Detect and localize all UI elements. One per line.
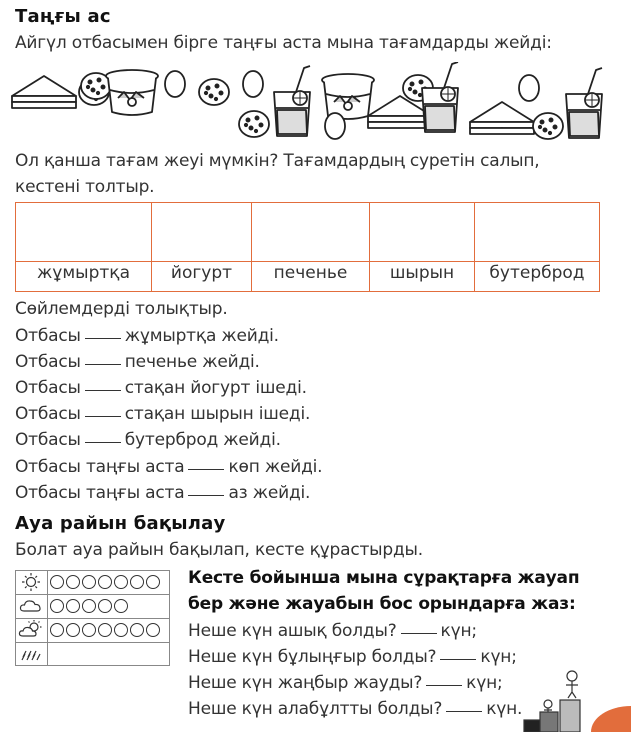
food-count-table: [15, 202, 600, 292]
weather-question-4: [188, 699, 522, 719]
tally-circle: [146, 575, 160, 589]
tally-circles: [50, 574, 162, 592]
answer-blank[interactable]: [440, 659, 476, 660]
answer-blank[interactable]: [85, 390, 121, 391]
sentence-4: [15, 404, 310, 424]
mascot-illustration: [520, 668, 592, 732]
tally-circles: [50, 622, 162, 640]
sentence-end: стақан йогурт ішеді.: [124, 378, 307, 398]
sentence-end: жұмыртқа жейді.: [124, 326, 279, 346]
table-column-juice[interactable]: [370, 203, 475, 291]
table-column-egg[interactable]: [16, 203, 152, 291]
question-text: Неше күн жаңбыр жауды?: [188, 673, 423, 693]
tally-circle: [82, 623, 96, 637]
sentence-start: Отбасы: [15, 352, 81, 372]
question-unit: күн;: [466, 673, 503, 693]
sentence-start: Отбасы: [15, 326, 81, 346]
question-line-2: кестені толтыр.: [15, 177, 155, 197]
section-title-weather: Ауа райын бақылау: [15, 513, 226, 534]
question-unit: күн;: [480, 647, 517, 667]
sentence-start: Отбасы таңғы аста: [15, 483, 185, 503]
answer-blank[interactable]: [85, 364, 121, 365]
tally-circle: [130, 575, 144, 589]
weather-question-3: [188, 673, 503, 693]
tally-circle: [98, 575, 112, 589]
tally-circle: [82, 575, 96, 589]
answer-blank[interactable]: [446, 711, 482, 712]
weather-question-2: [188, 647, 517, 667]
tally-circle: [114, 575, 128, 589]
weather-question-1: [188, 621, 477, 641]
tally-circle: [50, 623, 64, 637]
answer-blank[interactable]: [426, 685, 462, 686]
table-label: бутерброд: [489, 263, 585, 283]
sentence-3: [15, 378, 307, 398]
sentence-end: бутерброд жейді.: [124, 430, 281, 450]
sentence-1: [15, 326, 279, 346]
answer-blank[interactable]: [85, 338, 121, 339]
sentence-6: [15, 457, 322, 477]
sun-icon: [16, 571, 48, 594]
breakfast-intro: Айгүл отбасымен бірге таңғы аста мына тағамдарды жейді:: [15, 33, 552, 53]
tally-circle: [98, 623, 112, 637]
sentence-end: печенье жейді.: [124, 352, 260, 372]
table-label: йогурт: [170, 263, 233, 283]
tally-circle: [82, 599, 96, 613]
table-label: жұмыртқа: [36, 263, 130, 283]
question-text: Неше күн алабұлтты болды?: [188, 699, 443, 719]
tally-circle: [130, 623, 144, 637]
sentence-end: аз жейді.: [228, 483, 311, 503]
weather-intro: Болат ауа райын бақылап, кесте құрастырды.: [15, 540, 423, 560]
page-corner-accent: [591, 706, 631, 732]
sentence-7: [15, 483, 310, 503]
section-title-breakfast: Таңғы ас: [15, 6, 111, 27]
sentence-end: стақан шырын ішеді.: [124, 404, 311, 424]
question-text: Неше күн ашық болды?: [188, 621, 397, 641]
table-column-yogurt[interactable]: [152, 203, 252, 291]
tally-circle: [50, 575, 64, 589]
table-label: шырын: [389, 263, 455, 283]
tally-circle: [98, 599, 112, 613]
answer-blank[interactable]: [85, 442, 121, 443]
food-illustrations: [8, 62, 618, 142]
rain-icon: [16, 643, 48, 666]
weather-row-partly-cloudy: [16, 619, 169, 643]
answer-blank[interactable]: [85, 416, 121, 417]
sentence-start: Отбасы: [15, 404, 81, 424]
table-column-sandwich[interactable]: [475, 203, 599, 291]
question-text: Неше күн бұлыңғыр болды?: [188, 647, 437, 667]
table-label: печенье: [273, 263, 348, 283]
answer-blank[interactable]: [188, 469, 224, 470]
tally-circle: [146, 623, 160, 637]
tally-circle: [66, 599, 80, 613]
sentence-2: [15, 352, 260, 372]
question-line-1: Ол қанша тағам жеуі мүмкін? Тағамдардың суретін салып,: [15, 151, 540, 171]
weather-table: [15, 570, 170, 666]
complete-sentences-title: Сөйлемдерді толықтыр.: [15, 299, 228, 319]
answer-blank[interactable]: [401, 633, 437, 634]
weather-row-sunny: [16, 571, 169, 595]
tally-circle: [114, 623, 128, 637]
instruction-line-1: Кесте бойынша мына сұрақтарға жауап: [188, 568, 580, 588]
sentence-start: Отбасы: [15, 378, 81, 398]
question-unit: күн;: [440, 621, 477, 641]
cloud-icon: [16, 595, 48, 618]
tally-circle: [114, 599, 128, 613]
sentence-start: Отбасы: [15, 430, 81, 450]
weather-row-cloudy: [16, 595, 169, 619]
sun-cloud-icon: [16, 619, 48, 642]
sentence-start: Отбасы таңғы аста: [15, 457, 185, 477]
tally-circle: [66, 575, 80, 589]
sentence-end: көп жейді.: [228, 457, 323, 477]
tally-circles: [50, 598, 130, 616]
sentence-5: [15, 430, 281, 450]
tally-circle: [50, 599, 64, 613]
table-column-cookie[interactable]: [252, 203, 370, 291]
question-unit: күн.: [486, 699, 523, 719]
answer-blank[interactable]: [188, 495, 224, 496]
tally-circle: [66, 623, 80, 637]
weather-row-rainy: [16, 643, 169, 667]
instruction-line-2: бер және жауабын бос орындарға жаз:: [188, 594, 576, 614]
